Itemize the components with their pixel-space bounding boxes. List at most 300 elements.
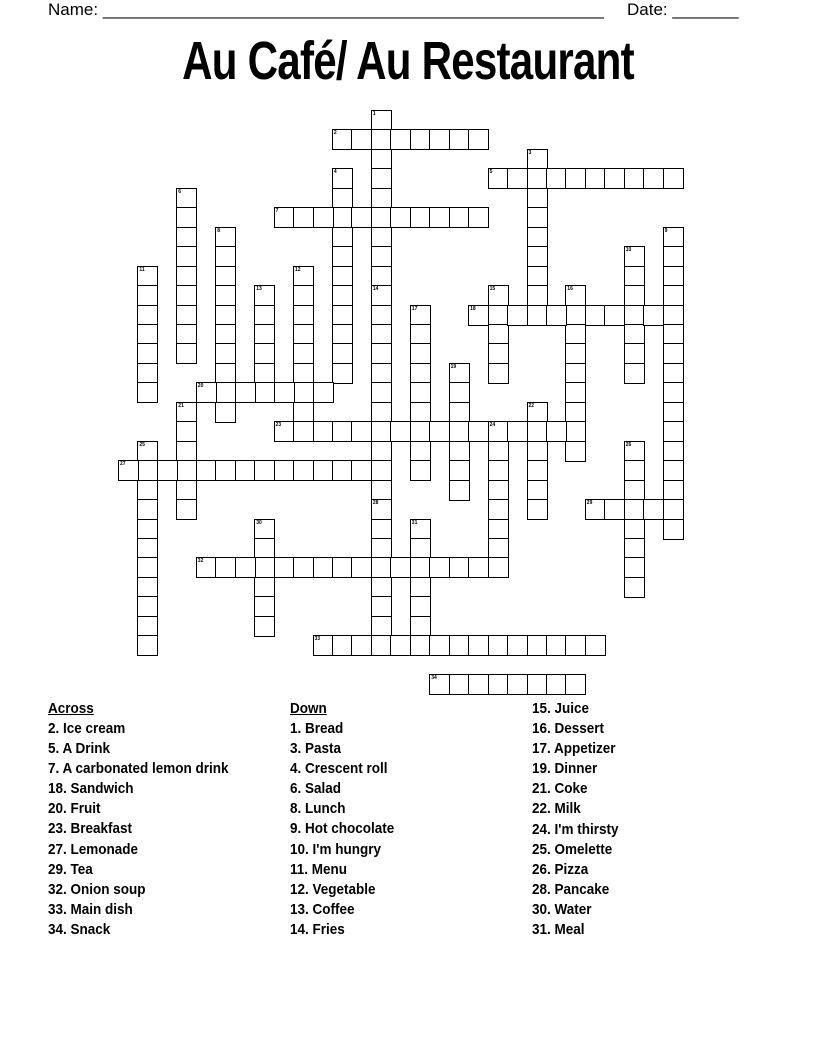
clue-across: 34. Snack: [48, 920, 111, 938]
crossword-cell[interactable]: [274, 421, 295, 442]
crossword-cell[interactable]: [468, 421, 489, 442]
crossword-cell[interactable]: [449, 382, 470, 403]
crossword-cell[interactable]: [429, 129, 450, 150]
crossword-cell[interactable]: [313, 382, 334, 403]
crossword-cell[interactable]: [176, 246, 197, 267]
crossword-cell[interactable]: [332, 129, 353, 150]
crossword-cell[interactable]: [293, 460, 314, 481]
crossword-cell[interactable]: [371, 596, 392, 617]
crossword-cell[interactable]: [488, 499, 509, 520]
crossword-cell[interactable]: [254, 577, 275, 598]
crossword-cell[interactable]: [332, 421, 353, 442]
crossword-cell[interactable]: [624, 577, 645, 598]
crossword-cell[interactable]: [410, 460, 431, 481]
crossword-cell[interactable]: [663, 343, 684, 364]
crossword-cell[interactable]: [449, 480, 470, 501]
crossword-cell[interactable]: [137, 480, 158, 501]
crossword-cell[interactable]: [488, 421, 509, 442]
crossword-cell[interactable]: [313, 207, 334, 228]
crossword-cell[interactable]: [176, 460, 197, 481]
crossword-cell[interactable]: [332, 635, 353, 656]
crossword-cell[interactable]: [235, 382, 256, 403]
crossword-cell[interactable]: [215, 363, 236, 384]
crossword-cell[interactable]: [371, 499, 392, 520]
crossword-cell[interactable]: [410, 324, 431, 345]
crossword-cell[interactable]: [332, 246, 353, 267]
crossword-cell[interactable]: [565, 305, 586, 326]
crossword-cell[interactable]: [527, 460, 548, 481]
crossword-cell[interactable]: [527, 499, 548, 520]
crossword-cell[interactable]: [565, 363, 586, 384]
crossword-cell[interactable]: [137, 596, 158, 617]
crossword-cell[interactable]: [410, 557, 431, 578]
crossword-cell[interactable]: [565, 343, 586, 364]
crossword-cell[interactable]: [449, 460, 470, 481]
crossword-cell[interactable]: [488, 538, 509, 559]
crossword-cell[interactable]: [332, 207, 353, 228]
crossword-cell[interactable]: [585, 635, 606, 656]
crossword-cell[interactable]: [624, 266, 645, 287]
crossword-cell[interactable]: [371, 324, 392, 345]
crossword-cell[interactable]: [118, 460, 139, 481]
crossword-cell[interactable]: [624, 499, 645, 520]
crossword-cell[interactable]: [488, 343, 509, 364]
crossword-cell[interactable]: [176, 402, 197, 423]
crossword-cell[interactable]: [488, 363, 509, 384]
crossword-cell[interactable]: [137, 382, 158, 403]
crossword-cell[interactable]: [410, 616, 431, 637]
crossword-cell[interactable]: [429, 635, 450, 656]
crossword-cell[interactable]: [468, 129, 489, 150]
crossword-cell[interactable]: [624, 285, 645, 306]
crossword-cell[interactable]: [565, 324, 586, 345]
crossword-cell[interactable]: [293, 266, 314, 287]
crossword-cell[interactable]: [371, 616, 392, 637]
crossword-cell[interactable]: [313, 635, 334, 656]
crossword-cell[interactable]: [293, 363, 314, 384]
crossword-cell[interactable]: [371, 557, 392, 578]
crossword-cell[interactable]: [565, 168, 586, 189]
crossword-cell[interactable]: [565, 635, 586, 656]
crossword-cell[interactable]: [371, 246, 392, 267]
crossword-cell[interactable]: [624, 343, 645, 364]
crossword-cell[interactable]: [604, 499, 625, 520]
crossword-cell[interactable]: [176, 305, 197, 326]
crossword-cell[interactable]: [332, 188, 353, 209]
clue-down: 22. Milk: [532, 800, 581, 818]
crossword-cell[interactable]: [371, 110, 392, 131]
crossword-cell[interactable]: [410, 129, 431, 150]
clue-down: 24. I'm thirsty: [532, 820, 619, 838]
crossword-cell[interactable]: [371, 188, 392, 209]
crossword-cell[interactable]: [176, 324, 197, 345]
crossword-cell[interactable]: [371, 441, 392, 462]
crossword-cell[interactable]: [624, 460, 645, 481]
crossword-cell[interactable]: [527, 266, 548, 287]
crossword-cell[interactable]: [390, 207, 411, 228]
crossword-cell[interactable]: [332, 324, 353, 345]
crossword-cell[interactable]: [527, 207, 548, 228]
crossword-cell[interactable]: [488, 519, 509, 540]
crossword-cell[interactable]: [254, 324, 275, 345]
crossword-cell[interactable]: [332, 557, 353, 578]
crossword-cell[interactable]: [527, 188, 548, 209]
crossword-cell[interactable]: [176, 499, 197, 520]
crossword-cell[interactable]: [507, 674, 528, 695]
crossword-cell[interactable]: [137, 616, 158, 637]
crossword-cell[interactable]: [215, 285, 236, 306]
crossword-cell[interactable]: [507, 305, 528, 326]
crossword-cell[interactable]: [332, 227, 353, 248]
crossword-cell[interactable]: [215, 557, 236, 578]
crossword-cell[interactable]: [565, 402, 586, 423]
crossword-cell[interactable]: [215, 266, 236, 287]
crossword-cell[interactable]: [371, 207, 392, 228]
crossword-cell[interactable]: [565, 382, 586, 403]
crossword-cell[interactable]: [176, 441, 197, 462]
crossword-cell[interactable]: [332, 460, 353, 481]
clue-down: 26. Pizza: [532, 860, 589, 878]
crossword-cell[interactable]: [293, 421, 314, 442]
crossword-cell[interactable]: [449, 402, 470, 423]
crossword-cell[interactable]: [410, 635, 431, 656]
crossword-cell[interactable]: [410, 596, 431, 617]
crossword-cell[interactable]: [488, 480, 509, 501]
crossword-cell[interactable]: [527, 149, 548, 170]
crossword-cell[interactable]: [410, 207, 431, 228]
crossword-cell[interactable]: [351, 557, 372, 578]
crossword-cell[interactable]: [449, 363, 470, 384]
crossword-cell[interactable]: [215, 460, 236, 481]
clue-number: 32: [197, 558, 204, 565]
crossword-cell[interactable]: [488, 168, 509, 189]
crossword-cell[interactable]: [215, 382, 236, 403]
crossword-cell[interactable]: [371, 305, 392, 326]
crossword-cell[interactable]: [624, 168, 645, 189]
crossword-cell[interactable]: [507, 421, 528, 442]
clue-number: 17: [411, 305, 418, 312]
crossword-cell[interactable]: [293, 382, 314, 403]
crossword-cell[interactable]: [585, 499, 606, 520]
crossword-cell[interactable]: [527, 402, 548, 423]
crossword-cell[interactable]: [663, 266, 684, 287]
crossword-cell[interactable]: [137, 519, 158, 540]
crossword-cell[interactable]: [410, 577, 431, 598]
crossword-cell[interactable]: [663, 227, 684, 248]
crossword-cell[interactable]: [137, 499, 158, 520]
crossword-cell[interactable]: [488, 441, 509, 462]
crossword-cell[interactable]: [488, 635, 509, 656]
crossword-cell[interactable]: [449, 557, 470, 578]
clue-number: 33: [314, 636, 321, 643]
crossword-cell[interactable]: [254, 343, 275, 364]
clue-across: 7. A carbonated lemon drink: [48, 760, 229, 778]
crossword-cell[interactable]: [565, 674, 586, 695]
crossword-cell[interactable]: [332, 363, 353, 384]
crossword-cell[interactable]: [488, 557, 509, 578]
crossword-cell[interactable]: [527, 480, 548, 501]
crossword-cell[interactable]: [643, 305, 664, 326]
crossword-cell[interactable]: [254, 538, 275, 559]
crossword-cell[interactable]: [371, 227, 392, 248]
crossword-cell[interactable]: [663, 460, 684, 481]
crossword-cell[interactable]: [371, 343, 392, 364]
crossword-cell[interactable]: [390, 557, 411, 578]
crossword-cell[interactable]: [624, 246, 645, 267]
crossword-cell[interactable]: [351, 421, 372, 442]
crossword-cell[interactable]: [410, 402, 431, 423]
crossword-cell[interactable]: [371, 480, 392, 501]
crossword-cell[interactable]: [215, 246, 236, 267]
crossword-cell[interactable]: [604, 305, 625, 326]
crossword-cell[interactable]: [137, 557, 158, 578]
crossword-cell[interactable]: [215, 305, 236, 326]
crossword-cell[interactable]: [137, 363, 158, 384]
crossword-cell[interactable]: [137, 343, 158, 364]
crossword-cell[interactable]: [604, 168, 625, 189]
crossword-cell[interactable]: [663, 480, 684, 501]
crossword-cell[interactable]: [293, 285, 314, 306]
crossword-cell[interactable]: [371, 577, 392, 598]
crossword-cell[interactable]: [663, 402, 684, 423]
crossword-cell[interactable]: [468, 207, 489, 228]
crossword-cell[interactable]: [410, 538, 431, 559]
crossword-cell[interactable]: [254, 460, 275, 481]
crossword-cell[interactable]: [624, 324, 645, 345]
crossword-cell[interactable]: [546, 674, 567, 695]
clue-number: 34: [431, 675, 437, 681]
crossword-cell[interactable]: [371, 421, 392, 442]
crossword-cell[interactable]: [371, 168, 392, 189]
crossword-cell[interactable]: [274, 460, 295, 481]
crossword-cell[interactable]: [254, 305, 275, 326]
crossword-cell[interactable]: [429, 207, 450, 228]
crossword-cell[interactable]: [449, 441, 470, 462]
crossword-cell[interactable]: [371, 460, 392, 481]
crossword-cell[interactable]: [351, 635, 372, 656]
crossword-cell[interactable]: [410, 421, 431, 442]
crossword-cell[interactable]: [215, 343, 236, 364]
crossword-cell[interactable]: [176, 480, 197, 501]
clue-across: 32. Onion soup: [48, 880, 146, 898]
crossword-cell[interactable]: [624, 363, 645, 384]
crossword-cell[interactable]: [410, 305, 431, 326]
crossword-cell[interactable]: [371, 402, 392, 423]
crossword-cell[interactable]: [429, 674, 450, 695]
crossword-cell[interactable]: [351, 460, 372, 481]
crossword-cell[interactable]: [254, 519, 275, 540]
crossword-cell[interactable]: [449, 635, 470, 656]
crossword-cell[interactable]: [663, 519, 684, 540]
crossword-cell[interactable]: [371, 129, 392, 150]
crossword-cell[interactable]: [176, 421, 197, 442]
crossword-cell[interactable]: [507, 635, 528, 656]
crossword-cell[interactable]: [527, 674, 548, 695]
crossword-cell[interactable]: [332, 305, 353, 326]
crossword-cell[interactable]: [332, 266, 353, 287]
crossword-cell[interactable]: [137, 441, 158, 462]
crossword-cell[interactable]: [313, 421, 334, 442]
across-clues: [48, 700, 249, 941]
crossword-cell[interactable]: [332, 285, 353, 306]
crossword-cell[interactable]: [137, 577, 158, 598]
crossword-cell[interactable]: [488, 674, 509, 695]
crossword-cell[interactable]: [624, 538, 645, 559]
crossword-cell[interactable]: [351, 207, 372, 228]
crossword-cell[interactable]: [449, 129, 470, 150]
crossword-cell[interactable]: [624, 305, 645, 326]
crossword-cell[interactable]: [196, 557, 217, 578]
crossword-cell[interactable]: [585, 168, 606, 189]
crossword-cell[interactable]: [429, 421, 450, 442]
clue-down: 31. Meal: [532, 921, 585, 939]
crossword-cell[interactable]: [137, 324, 158, 345]
crossword-cell[interactable]: [215, 227, 236, 248]
crossword-cell[interactable]: [429, 557, 450, 578]
crossword-cell[interactable]: [351, 129, 372, 150]
crossword-cell[interactable]: [488, 305, 509, 326]
crossword-cell[interactable]: [390, 129, 411, 150]
crossword-cell[interactable]: [663, 441, 684, 462]
crossword-cell[interactable]: [371, 285, 392, 306]
crossword-cell[interactable]: [527, 168, 548, 189]
crossword-cell[interactable]: [449, 421, 470, 442]
crossword-cell[interactable]: [546, 168, 567, 189]
crossword-cell[interactable]: [215, 402, 236, 423]
crossword-cell[interactable]: [390, 421, 411, 442]
crossword-cell[interactable]: [215, 324, 236, 345]
crossword-cell[interactable]: [488, 460, 509, 481]
crossword-cell[interactable]: [663, 324, 684, 345]
crossword-cell[interactable]: [410, 382, 431, 403]
crossword-cell[interactable]: [254, 616, 275, 637]
crossword-cell[interactable]: [371, 382, 392, 403]
crossword-cell[interactable]: [643, 168, 664, 189]
crossword-cell[interactable]: [176, 188, 197, 209]
crossword-cell[interactable]: [293, 305, 314, 326]
crossword-cell[interactable]: [527, 227, 548, 248]
crossword-cell[interactable]: [176, 227, 197, 248]
crossword-cell[interactable]: [371, 538, 392, 559]
clue-down: 16. Dessert: [532, 720, 605, 738]
crossword-cell[interactable]: [468, 674, 489, 695]
crossword-cell[interactable]: [663, 246, 684, 267]
crossword-cell[interactable]: [137, 305, 158, 326]
crossword-cell[interactable]: [254, 363, 275, 384]
crossword-cell[interactable]: [254, 382, 275, 403]
crossword-cell[interactable]: [254, 596, 275, 617]
crossword-cell[interactable]: [274, 207, 295, 228]
crossword-cell[interactable]: [624, 557, 645, 578]
crossword-cell[interactable]: [293, 207, 314, 228]
crossword-cell[interactable]: [196, 382, 217, 403]
crossword-cell[interactable]: [468, 557, 489, 578]
crossword-cell[interactable]: [293, 557, 314, 578]
crossword-cell[interactable]: [274, 557, 295, 578]
crossword-cell[interactable]: [390, 635, 411, 656]
crossword-cell[interactable]: [137, 635, 158, 656]
crossword-cell[interactable]: [488, 324, 509, 345]
crossword-cell[interactable]: [371, 266, 392, 287]
crossword-cell[interactable]: [196, 460, 217, 481]
crossword-cell[interactable]: [332, 168, 353, 189]
crossword-cell[interactable]: [488, 285, 509, 306]
crossword-cell[interactable]: [546, 421, 567, 442]
crossword-cell[interactable]: [527, 246, 548, 267]
crossword-cell[interactable]: [274, 382, 295, 403]
crossword-cell[interactable]: [137, 285, 158, 306]
crossword-cell[interactable]: [527, 305, 548, 326]
crossword-cell[interactable]: [527, 421, 548, 442]
crossword-cell[interactable]: [235, 460, 256, 481]
crossword-cell[interactable]: [468, 635, 489, 656]
crossword-cell[interactable]: [371, 519, 392, 540]
crossword-cell[interactable]: [137, 266, 158, 287]
crossword-cell[interactable]: [176, 285, 197, 306]
crossword-cell[interactable]: [293, 343, 314, 364]
crossword-cell[interactable]: [643, 499, 664, 520]
crossword-cell[interactable]: [565, 441, 586, 462]
crossword-cell[interactable]: [546, 305, 567, 326]
crossword-cell[interactable]: [624, 441, 645, 462]
crossword-cell[interactable]: [176, 266, 197, 287]
crossword-cell[interactable]: [332, 343, 353, 364]
crossword-cell[interactable]: [371, 635, 392, 656]
crossword-cell[interactable]: [527, 635, 548, 656]
crossword-cell[interactable]: [546, 635, 567, 656]
crossword-cell[interactable]: [235, 557, 256, 578]
crossword-cell[interactable]: [449, 674, 470, 695]
crossword-cell[interactable]: [137, 538, 158, 559]
crossword-cell[interactable]: [410, 441, 431, 462]
crossword-cell[interactable]: [293, 402, 314, 423]
crossword-cell[interactable]: [313, 557, 334, 578]
crossword-cell[interactable]: [410, 363, 431, 384]
crossword-cell[interactable]: [176, 207, 197, 228]
crossword-cell[interactable]: [293, 324, 314, 345]
crossword-cell[interactable]: [663, 363, 684, 384]
crossword-cell[interactable]: [663, 382, 684, 403]
crossword-cell[interactable]: [468, 305, 489, 326]
crossword-cell[interactable]: [410, 519, 431, 540]
crossword-cell[interactable]: [585, 305, 606, 326]
crossword-cell[interactable]: [624, 480, 645, 501]
crossword-cell[interactable]: [527, 441, 548, 462]
crossword-cell[interactable]: [565, 285, 586, 306]
crossword-cell[interactable]: [663, 285, 684, 306]
crossword-cell[interactable]: [624, 519, 645, 540]
crossword-cell[interactable]: [663, 421, 684, 442]
crossword-cell[interactable]: [507, 168, 528, 189]
clue-number: 1: [372, 111, 376, 117]
crossword-cell[interactable]: [371, 149, 392, 170]
crossword-cell[interactable]: [663, 305, 684, 326]
crossword-cell[interactable]: [663, 168, 684, 189]
crossword-cell[interactable]: [449, 207, 470, 228]
crossword-cell[interactable]: [137, 460, 158, 481]
clue-number: 15: [489, 286, 496, 292]
crossword-cell[interactable]: [176, 343, 197, 364]
crossword-cell[interactable]: [565, 421, 586, 442]
crossword-cell[interactable]: [254, 285, 275, 306]
crossword-cell[interactable]: [157, 460, 178, 481]
crossword-cell[interactable]: [410, 343, 431, 364]
crossword-cell[interactable]: [371, 363, 392, 384]
crossword-cell[interactable]: [663, 499, 684, 520]
crossword-cell[interactable]: [313, 460, 334, 481]
crossword-cell[interactable]: [527, 285, 548, 306]
crossword-cell[interactable]: [254, 557, 275, 578]
